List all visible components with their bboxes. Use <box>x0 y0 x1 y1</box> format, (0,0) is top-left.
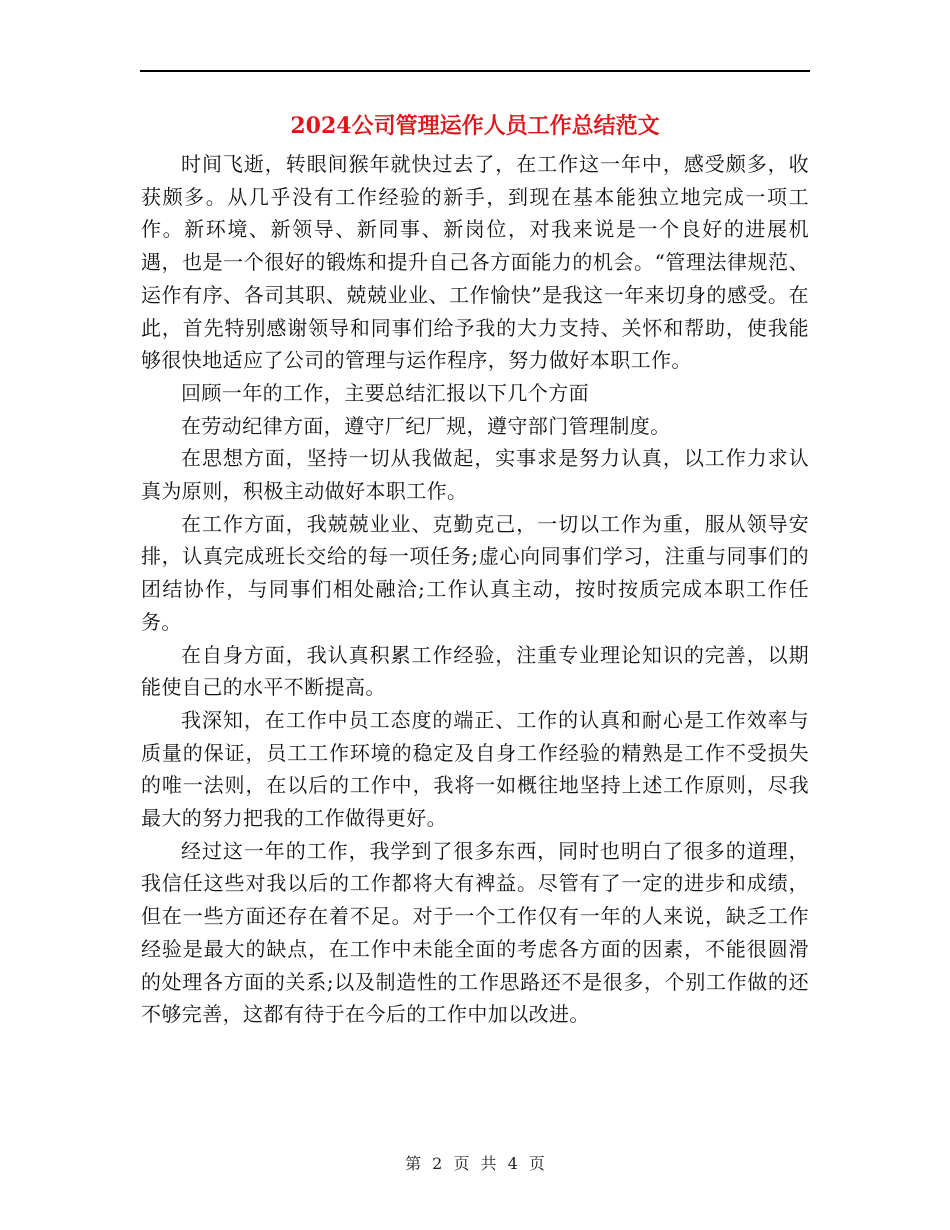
paragraph-review-heading: 回顾一年的工作，主要总结汇报以下几个方面 <box>181 380 589 405</box>
paragraph-intro: 时间飞逝，转眼间猴年就快过去了，在工作这一年中，感受颇多，收获颇多。从几乎没有工作经验的新手，到现在基本能独立地完成一项工作。新环境、新领导、新同事、新岗位，对我来说是一个良好的进展机遇，也是一个很好的锻炼和提升自己各方面能力的机会。“管理法律规范、运作有序、各司其职、兢兢业业、工作愉快”是我这一年来切身的感受。在此，首先特别感谢领导和同事们给予我的大力支持、关怀和帮助，使我能够很快地适应了公司的管理与运作程序，努力做好本职工作。 <box>141 152 809 373</box>
document-title: 2024公司管理运作人员工作总结范文 <box>290 113 660 139</box>
paragraph-principles: 我深知，在工作中员工态度的端正、工作的认真和耐心是工作效率与质量的保证，员工工作环境的稳定及自身工作经验的精熟是工作不受损失的唯一法则，在以后的工作中，我将一如概往地坚持上述工作原则，尽我最大的努力把我的工作做得更好。 <box>141 707 809 831</box>
document-body <box>141 148 809 1031</box>
paragraph-thinking: 在思想方面，坚持一切从我做起，实事求是努力认真，以工作力求认真为原则，积极主动做好本职工作。 <box>141 446 809 504</box>
paragraph-self: 在自身方面，我认真积累工作经验，注重专业理论知识的完善，以期能使自己的水平不断提高。 <box>141 642 809 700</box>
page-number: 第 2 页 共 4 页 <box>405 1154 545 1173</box>
paragraph-conclusion: 经过这一年的工作，我学到了很多东西，同时也明白了很多的道理，我信任这些对我以后的工作都将大有裨益。尽管有了一定的进步和成绩，但在一些方面还存在着不足。对于一个工作仅有一年的人来说，缺乏工作经验是最大的缺点，在工作中未能全面的考虑各方面的因素，不能很圆滑的处理各方面的关系;以及制造性的工作思路还不是很多，个别工作做的还不够完善，这都有待于在今后的工作中加以改进。 <box>141 838 809 1027</box>
header-rule <box>140 70 810 72</box>
paragraph-discipline: 在劳动纪律方面，遵守厂纪厂规，遵守部门管理制度。 <box>181 413 671 438</box>
paragraph-work: 在工作方面，我兢兢业业、克勤克己，一切以工作为重，服从领导安排，认真完成班长交给的每一项任务;虚心向同事们学习，注重与同事们的团结协作，与同事们相处融洽;工作认真主动，按时按质完成本职工作任务。 <box>141 511 809 634</box>
